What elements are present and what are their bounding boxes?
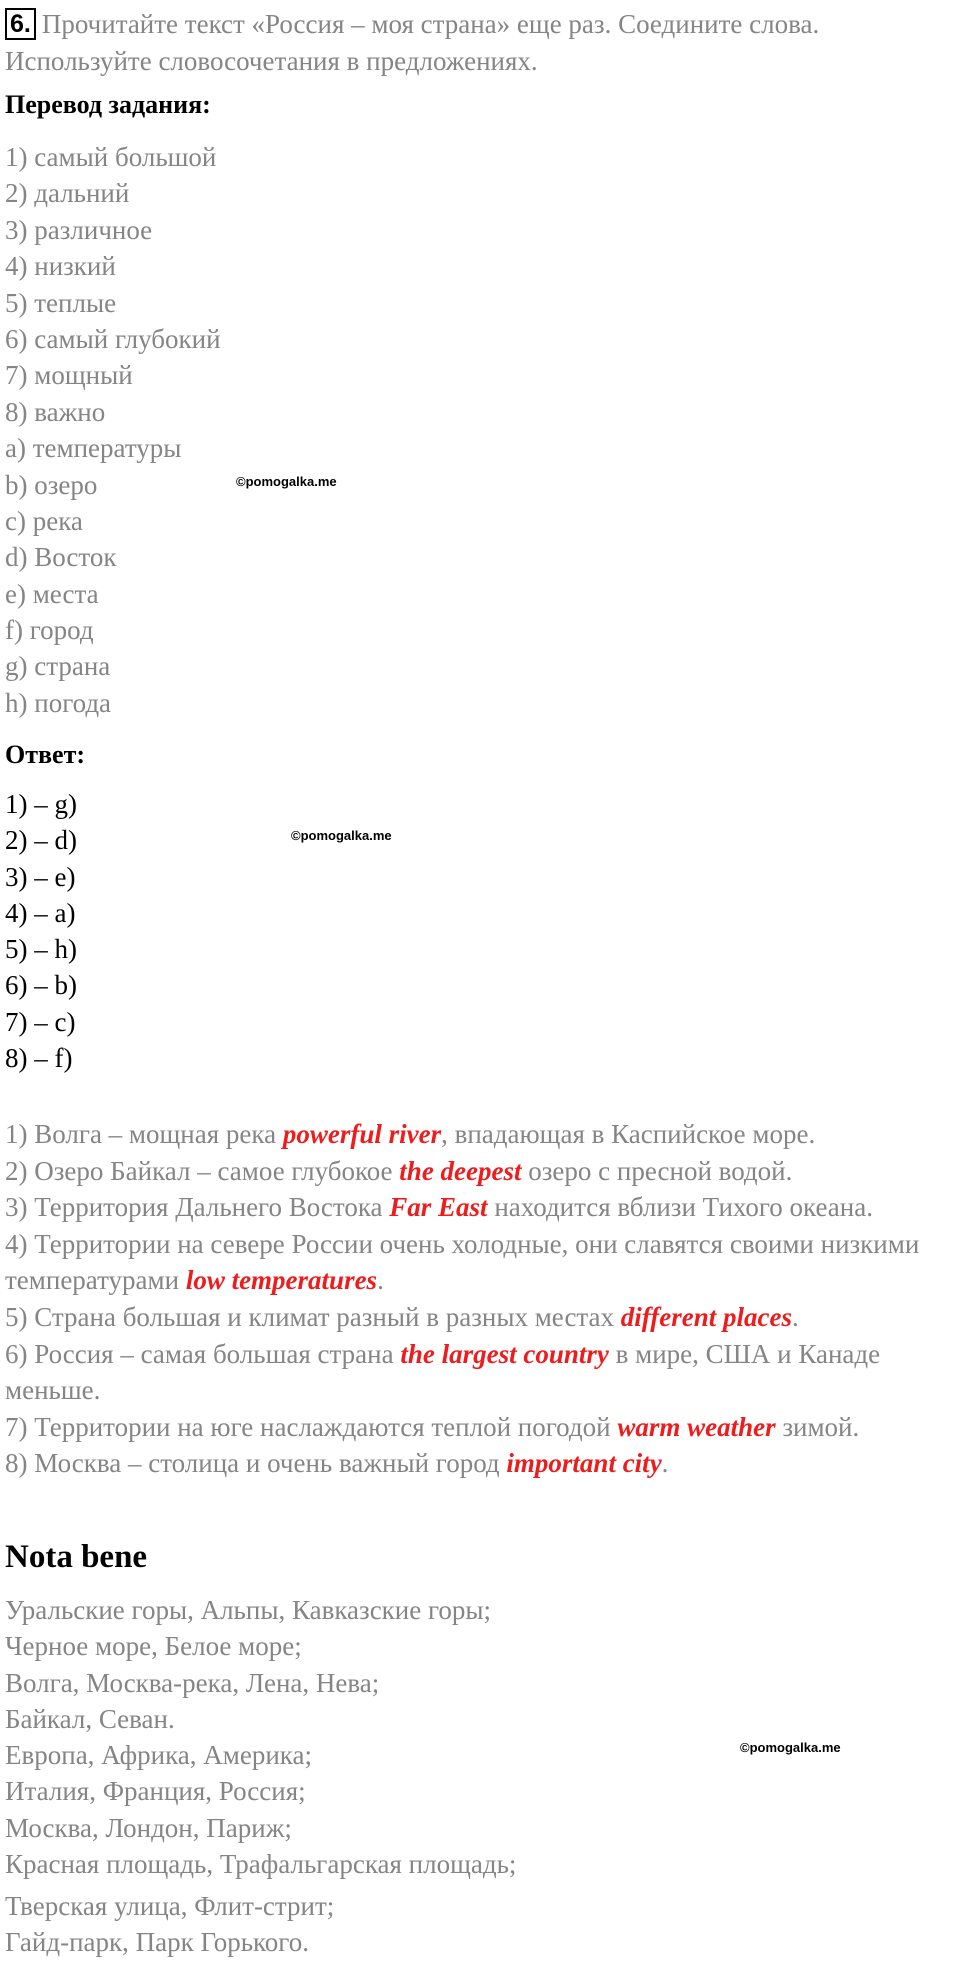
sentence: 4) Территории на севере России очень холодные, они славятся своими низкими температурами low temperatures. [5, 1228, 920, 1296]
highlighted-phrase: important city [506, 1448, 662, 1479]
list-item: 3) различное [5, 214, 153, 245]
answer-item: 6) – b) [5, 970, 77, 1001]
sentence: 5) Страна большая и климат разный в разных местах different places. [5, 1301, 799, 1332]
answer-item: 8) – f) [5, 1042, 73, 1073]
highlighted-phrase: warm weather [617, 1411, 776, 1442]
example-sentences [5, 1116, 953, 1482]
answer-heading: Ответ: [5, 740, 86, 769]
answer-item: 7) – c) [5, 1006, 76, 1037]
task-text: Прочитайте текст «Россия – моя страна» еще раз. Соедините слова. Используйте словосочетания в предложениях. [5, 9, 820, 76]
sentence: 7) Территории на юге наслаждаются теплой погодой warm weather зимой. [5, 1411, 860, 1442]
list-item: g) страна [5, 651, 111, 682]
answer-item: 5) – h) [5, 934, 77, 964]
list-item: Москва, Лондон, Париж; [5, 1812, 292, 1843]
sentence: 2) Озеро Байкал – самое глубокое the deepest озеро с пресной водой. [5, 1155, 793, 1186]
answer-item: 2) – d) [5, 825, 77, 856]
list-item: d) Восток [5, 542, 117, 573]
list-item: 1) самый большой [5, 142, 217, 172]
task-statement [5, 6, 945, 80]
list-item: 5) теплые [5, 287, 117, 318]
sentence: 1) Волга – мощная река powerful river, впадающая в Каспийское море. [5, 1119, 816, 1149]
list-item: e) места [5, 578, 99, 609]
list-item: Гайд-парк, Парк Горького. [5, 1927, 309, 1958]
list-item: Италия, Франция, Россия; [5, 1776, 306, 1807]
answer-item: 3) – e) [5, 861, 76, 892]
list-item: 6) самый глубокий [5, 323, 221, 354]
nota-bene-title: Nota bene [5, 1539, 148, 1575]
list-item: 8) важно [5, 396, 106, 427]
list-item: c) река [5, 505, 83, 536]
list-item: Уральские горы, Альпы, Кавказские горы; [5, 1595, 492, 1625]
watermark: ©pomogalka.me [236, 474, 337, 489]
list-item: f) город [5, 615, 94, 646]
translation-list [5, 139, 221, 721]
list-item: 4) низкий [5, 251, 116, 282]
list-item: Волга, Москва-река, Лена, Нева; [5, 1667, 380, 1698]
highlighted-phrase: the deepest [399, 1155, 522, 1186]
nota-bene-list [5, 1592, 516, 1882]
highlighted-phrase: low temperatures [185, 1265, 378, 1296]
watermark: ©pomogalka.me [291, 828, 392, 843]
list-item: Европа, Африка, Америка; [5, 1740, 312, 1771]
list-item: Черное море, Белое море; [5, 1631, 302, 1662]
answer-item: 4) – a) [5, 897, 76, 928]
watermark: ©pomogalka.me [740, 1740, 841, 1755]
list-item: Байкал, Севан. [5, 1703, 175, 1734]
sentence: 3) Территория Дальнего Востока Far East находится вблизи Тихого океана. [5, 1192, 873, 1223]
answer-item: 1) – g) [5, 789, 77, 819]
list-item: 7) мощный [5, 360, 133, 391]
sentence: 6) Россия – самая большая страна the largest country в мире, США и Канаде меньше. [5, 1338, 881, 1406]
nota-bene-list-continued [5, 1888, 334, 1961]
list-item: h) погода [5, 687, 112, 718]
highlighted-phrase: powerful river [282, 1119, 442, 1149]
sentence: 8) Москва – столица и очень важный город important city. [5, 1448, 669, 1479]
highlighted-phrase: Far East [389, 1192, 488, 1223]
answer-list [5, 786, 77, 1076]
list-item: b) озеро [5, 469, 98, 500]
list-item: a) температуры [5, 433, 182, 464]
translation-heading: Перевод задания: [5, 90, 211, 119]
list-item: Красная площадь, Трафальгарская площадь; [5, 1849, 517, 1880]
task-number: 6. [5, 8, 36, 40]
list-item: 2) дальний [5, 178, 130, 209]
list-item: Тверская улица, Флит-стрит; [5, 1891, 335, 1921]
highlighted-phrase: different places [620, 1301, 793, 1332]
highlighted-phrase: the largest country [400, 1338, 609, 1369]
